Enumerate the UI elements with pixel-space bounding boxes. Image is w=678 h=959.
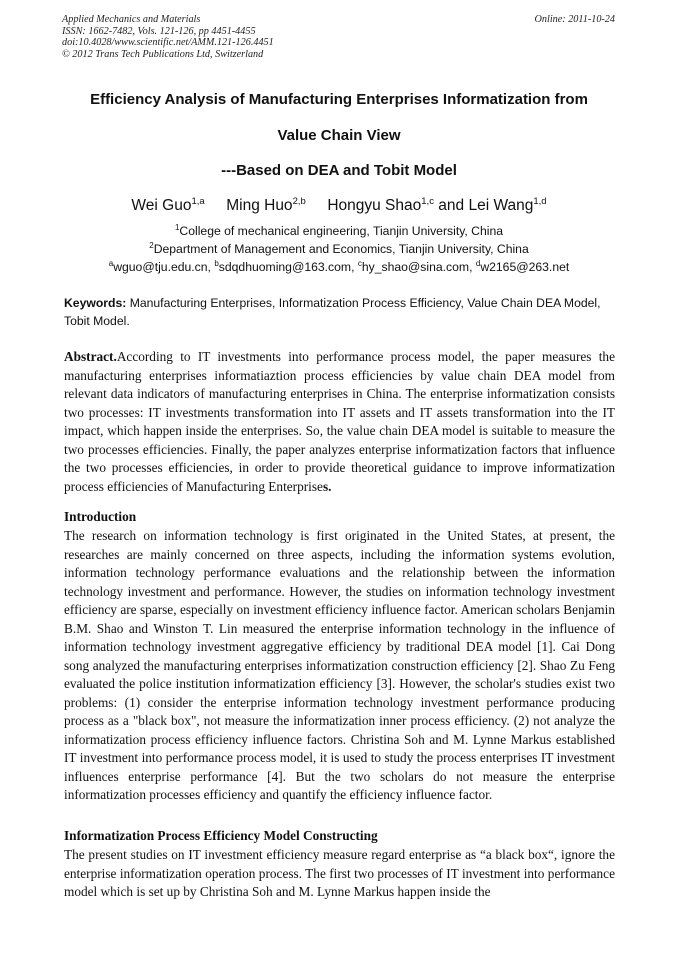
paper-title-line-2: Value Chain View bbox=[277, 127, 401, 144]
author-name: Wei Guo bbox=[131, 197, 192, 215]
email-address: w2165@263.net bbox=[480, 260, 570, 275]
email-address: sdqdhuoming@163.com, bbox=[218, 260, 358, 275]
email-mark: c bbox=[357, 259, 362, 268]
paper-title-line-1: Efficiency Analysis of Manufacturing Enterprises Informatization from bbox=[90, 91, 588, 108]
journal-copyright: © 2012 Trans Tech Publications Ltd, Switzerland bbox=[62, 48, 264, 60]
introduction-heading: Introduction bbox=[64, 509, 137, 524]
author-affiliation-mark: 1,a bbox=[191, 196, 205, 207]
abstract-end: s. bbox=[322, 478, 332, 494]
author-name: Ming Huo bbox=[226, 197, 293, 215]
affiliation-mark: 1 bbox=[174, 223, 180, 232]
email-mark: a bbox=[108, 259, 114, 268]
model-section-heading: Informatization Process Efficiency Model Constructing bbox=[64, 828, 378, 843]
author-affiliation-mark: 1,d bbox=[533, 196, 547, 207]
journal-header bbox=[62, 14, 615, 60]
abstract-text: According to IT investments into performance process model, the paper measures the manufacturing enterprises informatiaztion process efficiencies by value chain DEA model from relevant data indicators of manufacturing enterprises in China. The enterprise informatization consists two processes: IT investments transformation into IT assets and IT assets transformation into the IT impact, which happen inside the enterprises. So, the value chain DEA model is suitable to measure the two processes efficiencies. Finally, the paper analyzes enterprise informatization factors that influence the two processes efficiencies, in order to provide theoretical guidance to improve informatization process efficiencies of Manufacturing Enterprise bbox=[64, 349, 615, 494]
email-mark: b bbox=[214, 259, 219, 268]
abstract-label: Abstract. bbox=[64, 349, 117, 364]
abstract bbox=[64, 348, 615, 496]
journal-issn: ISSN: 1662-7482, Vols. 121-126, pp 4451-4455 bbox=[62, 25, 256, 37]
author-conjunction: and bbox=[438, 197, 465, 215]
keywords-label: Keywords: bbox=[64, 296, 127, 310]
keywords-text: Manufacturing Enterprises, Informatization Process Efficiency, Value Chain DEA Model, Tobit Model. bbox=[64, 296, 601, 328]
author-affiliation-mark: 2,b bbox=[292, 196, 306, 207]
affiliation-text: Department of Management and Economics, Tianjin University, China bbox=[153, 242, 529, 257]
affiliation-mark: 2 bbox=[149, 241, 154, 250]
affiliation-text: College of mechanical engineering, Tianjin University, China bbox=[179, 224, 504, 239]
journal-name: Applied Mechanics and Materials bbox=[62, 14, 201, 25]
journal-doi: doi:10.4028/www.scientific.net/AMM.121-126.4451 bbox=[62, 37, 274, 49]
affiliation-1 bbox=[40, 223, 638, 238]
online-date: Online: 2011-10-24 bbox=[534, 14, 615, 25]
email-address: hy_shao@sina.com, bbox=[361, 260, 476, 275]
email-address: wguo@tju.edu.cn, bbox=[113, 260, 215, 275]
author-list bbox=[40, 196, 638, 215]
author-affiliation-mark: 1,c bbox=[421, 196, 434, 207]
email-mark: d bbox=[475, 259, 481, 268]
author-emails bbox=[40, 259, 638, 274]
keywords bbox=[64, 294, 615, 330]
paper-subtitle: ---Based on DEA and Tobit Model bbox=[221, 162, 457, 179]
affiliation-2 bbox=[40, 241, 638, 256]
introduction-paragraph: The research on information technology is first originated in the United States, at present, the researches are mainly concerned on three aspects, including the information systems evolution, information technology performance evaluations and the relationship between the information technology investment and performance. However, the studies on information technology investment efficiency are sparse, especially on investment efficiency influence factor. American scholars Benjamin B.M. Shao and Winston T. Lin measured the enterprise information technology in the influence of information technology investment aggregative efficiency by traditional DEA model [1]. Cai Dong song analyzed the manufacturing enterprises informatization construction efficiency [2]. Shao Zu Feng evaluated the police institution informatization efficiency [3]. However, the scholar's studies exist two problems: (1) consider the enterprise information technology investment performance producing process as a "black box", not measure the informatization inner process efficiency. (2) not analyze the informatization process efficiency influence factors. Christina Soh and M. Lynne Markus established IT investment into performance process model, it is used to study the process enterprises IT investment influences enterprise performance [4]. But the two scholars do not measure the enterprise informatization processes efficiency and quantify the efficiency influence factor. bbox=[64, 528, 615, 802]
model-section-paragraph: The present studies on IT investment efficiency measure regard enterprise as “a black box“, ignore the enterprise informatization operation process. The first two processes of IT investment into performance model which is set up by Christina Soh and M. Lynne Markus happen inside the bbox=[64, 847, 615, 899]
author-name: Hongyu Shao bbox=[327, 197, 422, 215]
author-name: Lei Wang bbox=[468, 197, 534, 215]
